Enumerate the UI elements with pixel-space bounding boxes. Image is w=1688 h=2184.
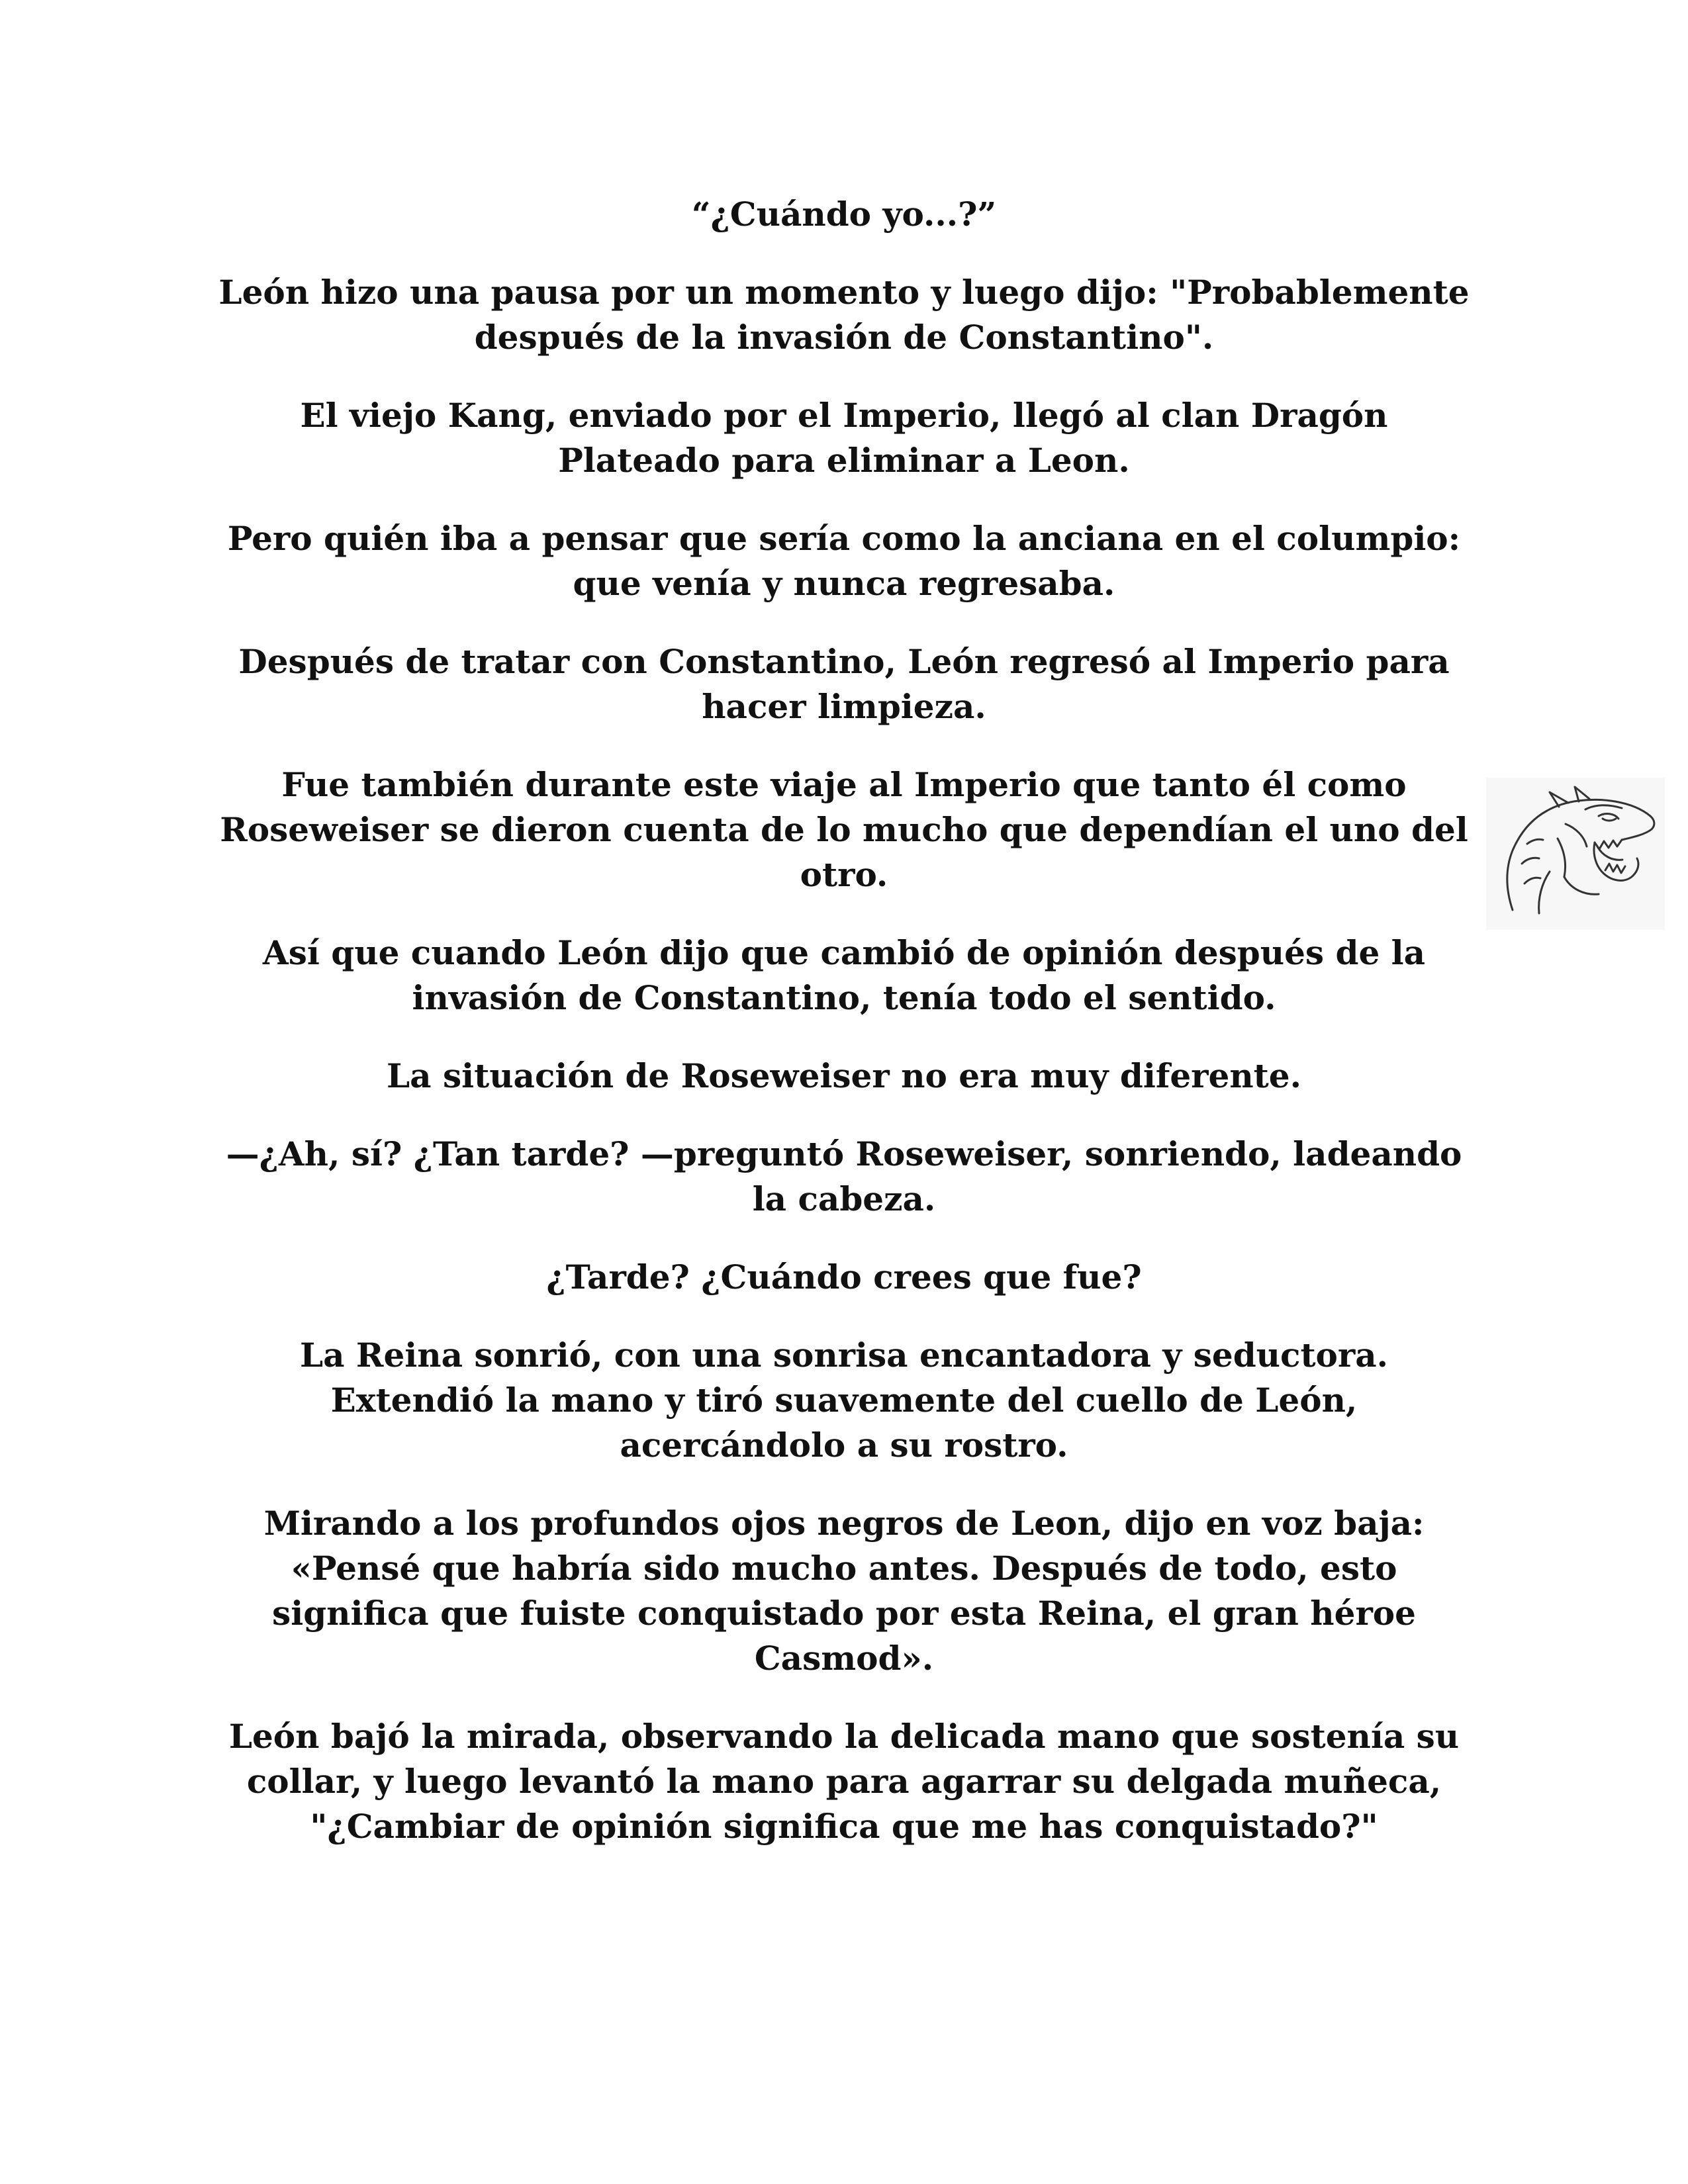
paragraph-2: León hizo una pausa por un momento y luego dijo: "Probablemente después de la invasión de Constantino". — [218, 273, 1470, 357]
paragraph-10: ¿Tarde? ¿Cuándo crees que fue? — [546, 1257, 1142, 1297]
paragraph-8: La situación de Roseweiser no era muy diferente. — [387, 1056, 1301, 1095]
paragraph-9: —¿Ah, sí? ¿Tan tarde? —preguntó Roseweiser, sonriendo, ladeando la cabeza. — [226, 1134, 1462, 1218]
paragraph-4: Pero quién iba a pensar que sería como la anciana en el columpio: que venía y nunca regresaba. — [227, 519, 1461, 603]
text-column — [218, 192, 1470, 1882]
paragraph-11: La Reina sonrió, con una sonrisa encantadora y seductora. Extendió la mano y tiró suavemente del cuello de León, acercándolo a su rostro. — [299, 1336, 1389, 1465]
dragon-head-sketch-icon — [1486, 778, 1665, 930]
paragraph-7: Así que cuando León dijo que cambió de opinión después de la invasión de Constantino, tenía todo el sentido. — [262, 933, 1426, 1017]
paragraph-3: El viejo Kang, enviado por el Imperio, llegó al clan Dragón Plateado para eliminar a Leon. — [300, 396, 1388, 480]
paragraph-5: Después de tratar con Constantino, León regresó al Imperio para hacer limpieza. — [238, 642, 1450, 726]
paragraph-13: León bajó la mirada, observando la delicada mano que sostenía su collar, y luego levantó la mano para agarrar su delgada muñeca, "¿Cambiar de opinión significa que me has conquistado?" — [228, 1717, 1460, 1846]
paragraph-1: “¿Cuándo yo...?” — [691, 195, 997, 234]
paragraph-6: Fue también durante este viaje al Imperio que tanto él como Roseweiser se dieron cuenta de lo mucho que dependían el uno del otro. — [220, 765, 1468, 894]
paragraph-12: Mirando a los profundos ojos negros de Leon, dijo en voz baja: «Pensé que habría sido mucho antes. Después de todo, esto significa que fuiste conquistado por esta Reina, el gran héroe Casmod». — [263, 1504, 1425, 1678]
